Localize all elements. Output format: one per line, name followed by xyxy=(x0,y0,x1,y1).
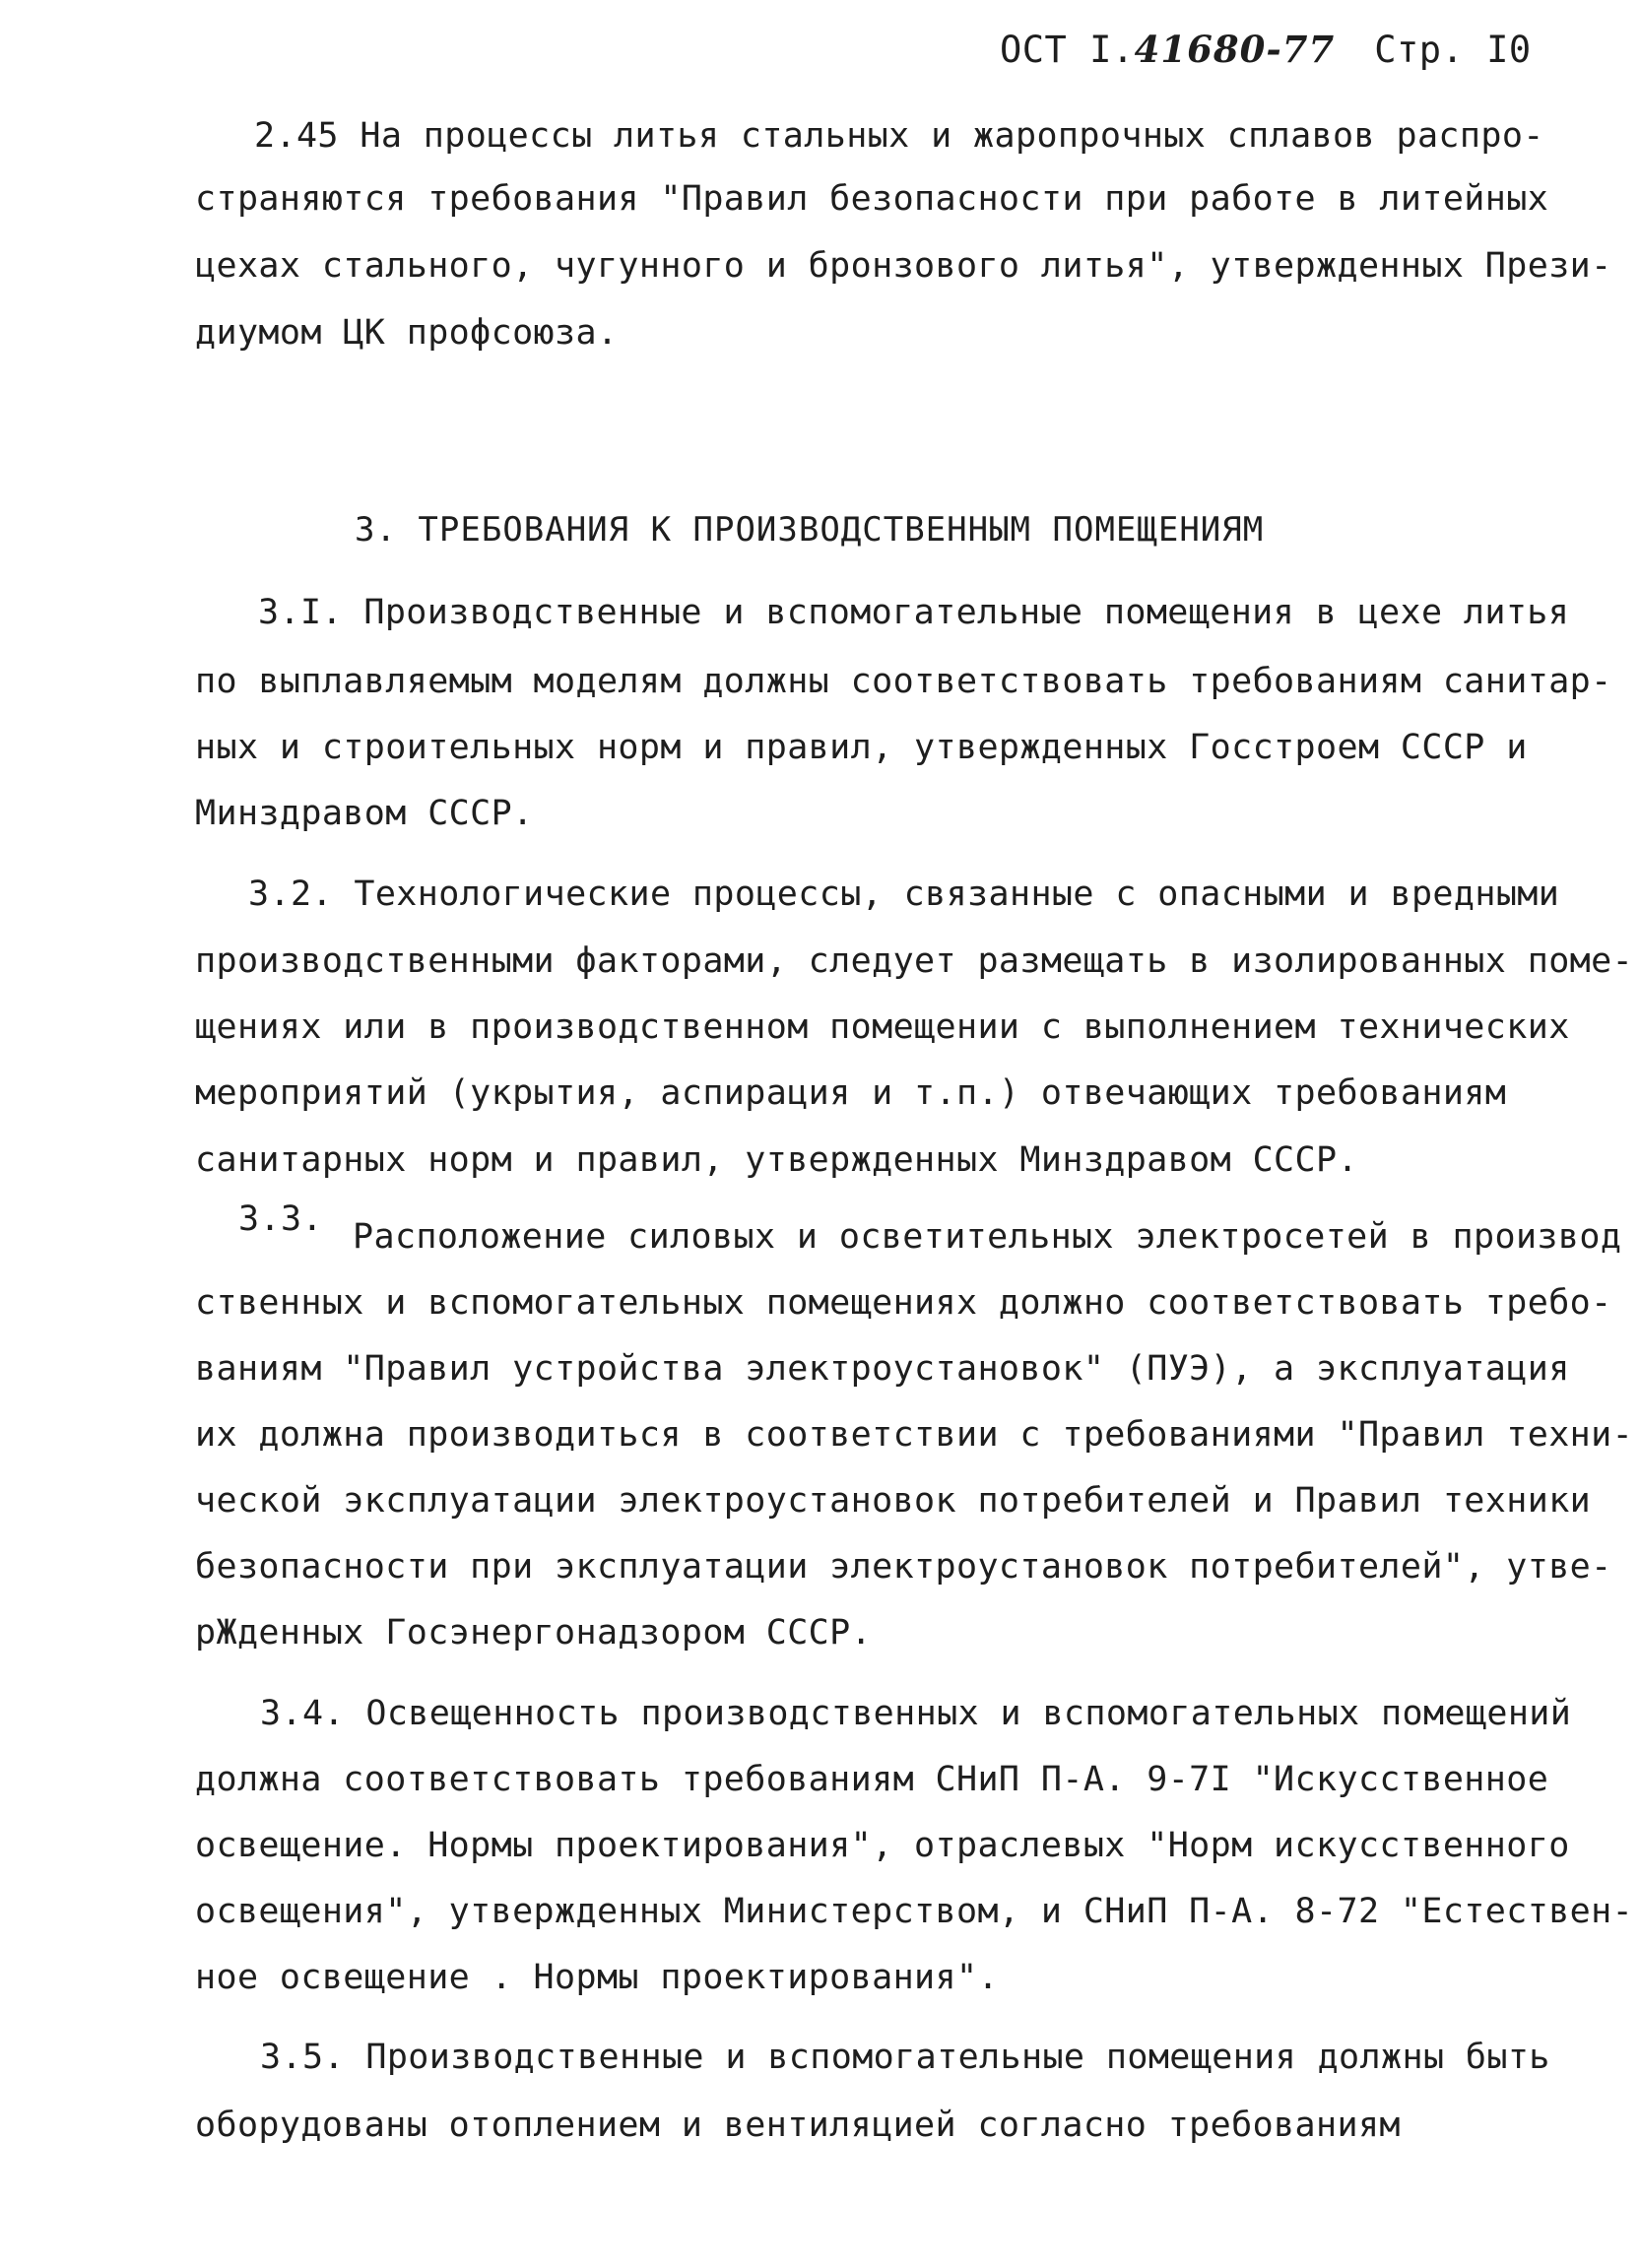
text-line: Минздравом СССР. xyxy=(195,794,534,833)
text-line: по выплавляемым моделям должны соответствовать требованиям санитар- xyxy=(195,662,1612,701)
page-number: Стр. I0 xyxy=(1374,29,1532,71)
document-code-prefix: ОСТ I. xyxy=(1000,29,1135,71)
text-line: их должна производиться в соответствии с требованиями "Правил техни- xyxy=(195,1415,1634,1455)
text-line: щениях или в производственном помещении с выполнением технических xyxy=(195,1007,1570,1047)
text-line: ное освещение . Нормы проектирования". xyxy=(195,1958,999,1997)
text-line: Расположение силовых и осветительных электросетей в производ xyxy=(353,1217,1622,1257)
text-line: 2.45 На процессы литья стальных и жаропрочных сплавов распро- xyxy=(254,116,1544,156)
text-line: освещения", утвержденных Министерством, и СНиП П-А. 8-72 "Естествен- xyxy=(195,1892,1634,1931)
text-line: 3.4. Освещенность производственных и вспомогательных помещений xyxy=(260,1694,1572,1733)
paragraph-number: 3.3. xyxy=(238,1199,323,1239)
text-line: ственных и вспомогательных помещениях должно соответствовать требо- xyxy=(195,1283,1612,1323)
text-line: безопасности при эксплуатации электроустановок потребителей", утве- xyxy=(195,1547,1612,1587)
text-line: освещение. Нормы проектирования", отраслевых "Норм искусственного xyxy=(195,1826,1570,1865)
text-line: 3.5. Производственные и вспомогательные помещения должны быть xyxy=(260,2038,1550,2077)
text-line: должна соответствовать требованиям СНиП П-А. 9-7I "Искусственное xyxy=(195,1760,1549,1799)
page-header xyxy=(1000,28,1532,71)
text-line: ваниям "Правил устройства электроустановок" (ПУЭ), а эксплуатация xyxy=(195,1349,1570,1389)
text-line: производственными факторами, следует размещать в изолированных поме- xyxy=(195,941,1634,981)
text-line: 3.2. Технологические процессы, связанные с опасными и вредными xyxy=(248,875,1560,914)
text-line: цехах стального, чугунного и бронзового литья", утвержденных Прези- xyxy=(195,246,1612,286)
text-line: страняются требования "Правил безопасности при работе в литейных xyxy=(195,179,1549,219)
text-line: мероприятий (укрытия, аспирация и т.п.) отвечающих требованиям xyxy=(195,1073,1507,1113)
text-line: 3.I. Производственные и вспомогательные помещения в цехе литья xyxy=(258,593,1570,632)
text-line: рЖденных Госэнергонадзором СССР. xyxy=(195,1613,873,1652)
text-line: санитарных норм и правил, утвержденных Минздравом СССР. xyxy=(195,1140,1358,1180)
text-line: диумом ЦК профсоюза. xyxy=(195,313,619,353)
handwritten-document-number: 41680-77 xyxy=(1134,28,1336,71)
text-line: оборудованы отоплением и вентиляцией согласно требованиям xyxy=(195,2106,1401,2145)
section-heading: 3. ТРЕБОВАНИЯ К ПРОИЗВОДСТВЕННЫМ ПОМЕЩЕНИЯМ xyxy=(355,510,1265,550)
text-line: ных и строительных норм и правил, утвержденных Госстроем СССР и xyxy=(195,728,1528,767)
text-line: ческой эксплуатации электроустановок потребителей и Правил техники xyxy=(195,1481,1592,1521)
